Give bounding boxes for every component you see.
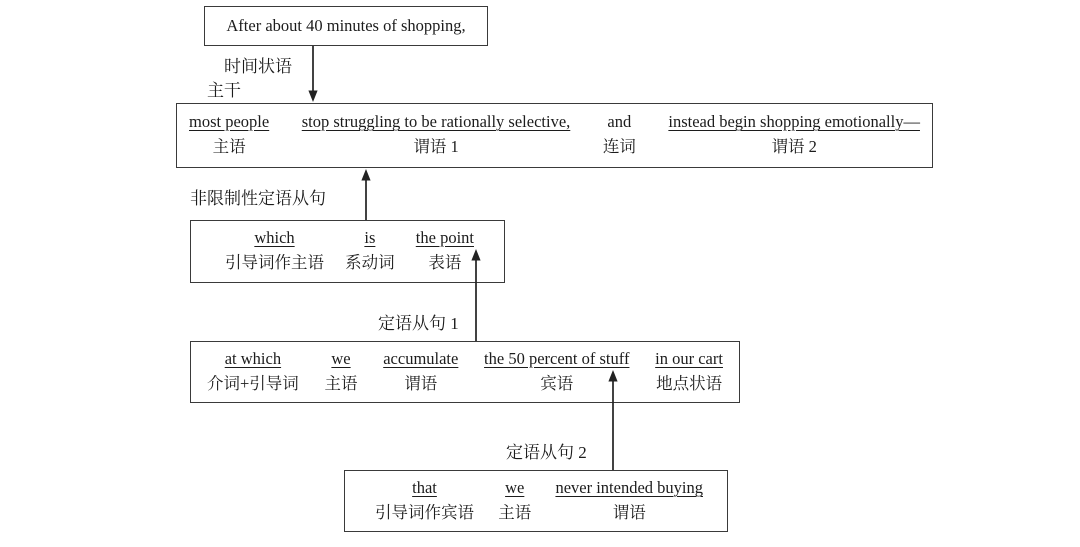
segment-predicate <box>555 475 703 525</box>
segment-role: 连词 <box>602 137 636 156</box>
segment-text: stop struggling to be rationally selective, <box>301 112 571 131</box>
time-adverbial-text: After about 40 minutes of shopping, <box>226 16 466 35</box>
segment-object <box>484 346 629 396</box>
time-adverbial-label: 时间状语 <box>224 57 292 76</box>
segment-role: 系动词 <box>345 253 395 272</box>
segment-subject <box>325 346 358 396</box>
segment-role: 宾语 <box>540 374 574 393</box>
segment-conjunction <box>603 109 636 159</box>
attributive-clause-1-label: 定语从句 1 <box>378 314 459 333</box>
segment-role: 主语 <box>498 503 532 522</box>
segment-linking-verb <box>345 225 395 275</box>
segment-text: never intended buying <box>555 478 703 497</box>
segment-role: 谓语 1 <box>413 137 459 156</box>
segment-text: is <box>364 228 376 247</box>
segment-text: the 50 percent of stuff <box>484 349 630 368</box>
segment-role: 谓语 <box>612 503 646 522</box>
segment-role: 引导词作宾语 <box>375 503 474 522</box>
segment-predicate-2 <box>668 109 920 159</box>
segment-subject <box>498 475 531 525</box>
arrow-up-icon <box>361 169 370 220</box>
segment-prep-relative <box>207 346 299 396</box>
segment-role: 地点状语 <box>656 374 723 393</box>
segment-predicate <box>383 346 458 396</box>
segment-text: the point <box>415 228 474 247</box>
segment-place-adverbial <box>655 346 723 396</box>
segment-text: which <box>254 228 295 247</box>
attributive-clause-2-label: 定语从句 2 <box>506 443 587 462</box>
segment-role: 主语 <box>212 137 246 156</box>
main-clause-box <box>176 103 933 168</box>
segment-relative-subject <box>225 225 324 275</box>
segment-predicative <box>416 225 474 275</box>
segment-text: at which <box>224 349 282 368</box>
time-adverbial-box <box>204 6 488 46</box>
segment-text: we <box>331 349 351 368</box>
segment-text: we <box>505 478 525 497</box>
segment-relative-object <box>375 475 474 525</box>
arrow-down-icon <box>308 46 317 102</box>
attributive-clause-1-box <box>190 341 740 403</box>
segment-text: and <box>607 112 632 131</box>
segment-role: 介词+引导词 <box>207 374 299 393</box>
segment-role: 引导词作主语 <box>225 253 324 272</box>
nonrestrictive-clause-box <box>190 220 505 283</box>
segment-role: 谓语 <box>404 374 438 393</box>
segment-text: instead begin shopping emotionally— <box>668 112 920 131</box>
segment-subject <box>189 109 269 159</box>
segment-role: 谓语 2 <box>771 137 817 156</box>
segment-text: in our cart <box>655 349 723 368</box>
segment-role: 表语 <box>428 253 462 272</box>
segment-role: 主语 <box>324 374 358 393</box>
segment-text: most people <box>189 112 270 131</box>
attributive-clause-2-box <box>344 470 728 532</box>
main-clause-label: 主干 <box>207 81 241 100</box>
segment-predicate-1 <box>302 109 571 159</box>
segment-text: that <box>412 478 437 497</box>
segment-text: accumulate <box>383 349 459 368</box>
nonrestrictive-clause-label: 非限制性定语从句 <box>190 189 326 208</box>
